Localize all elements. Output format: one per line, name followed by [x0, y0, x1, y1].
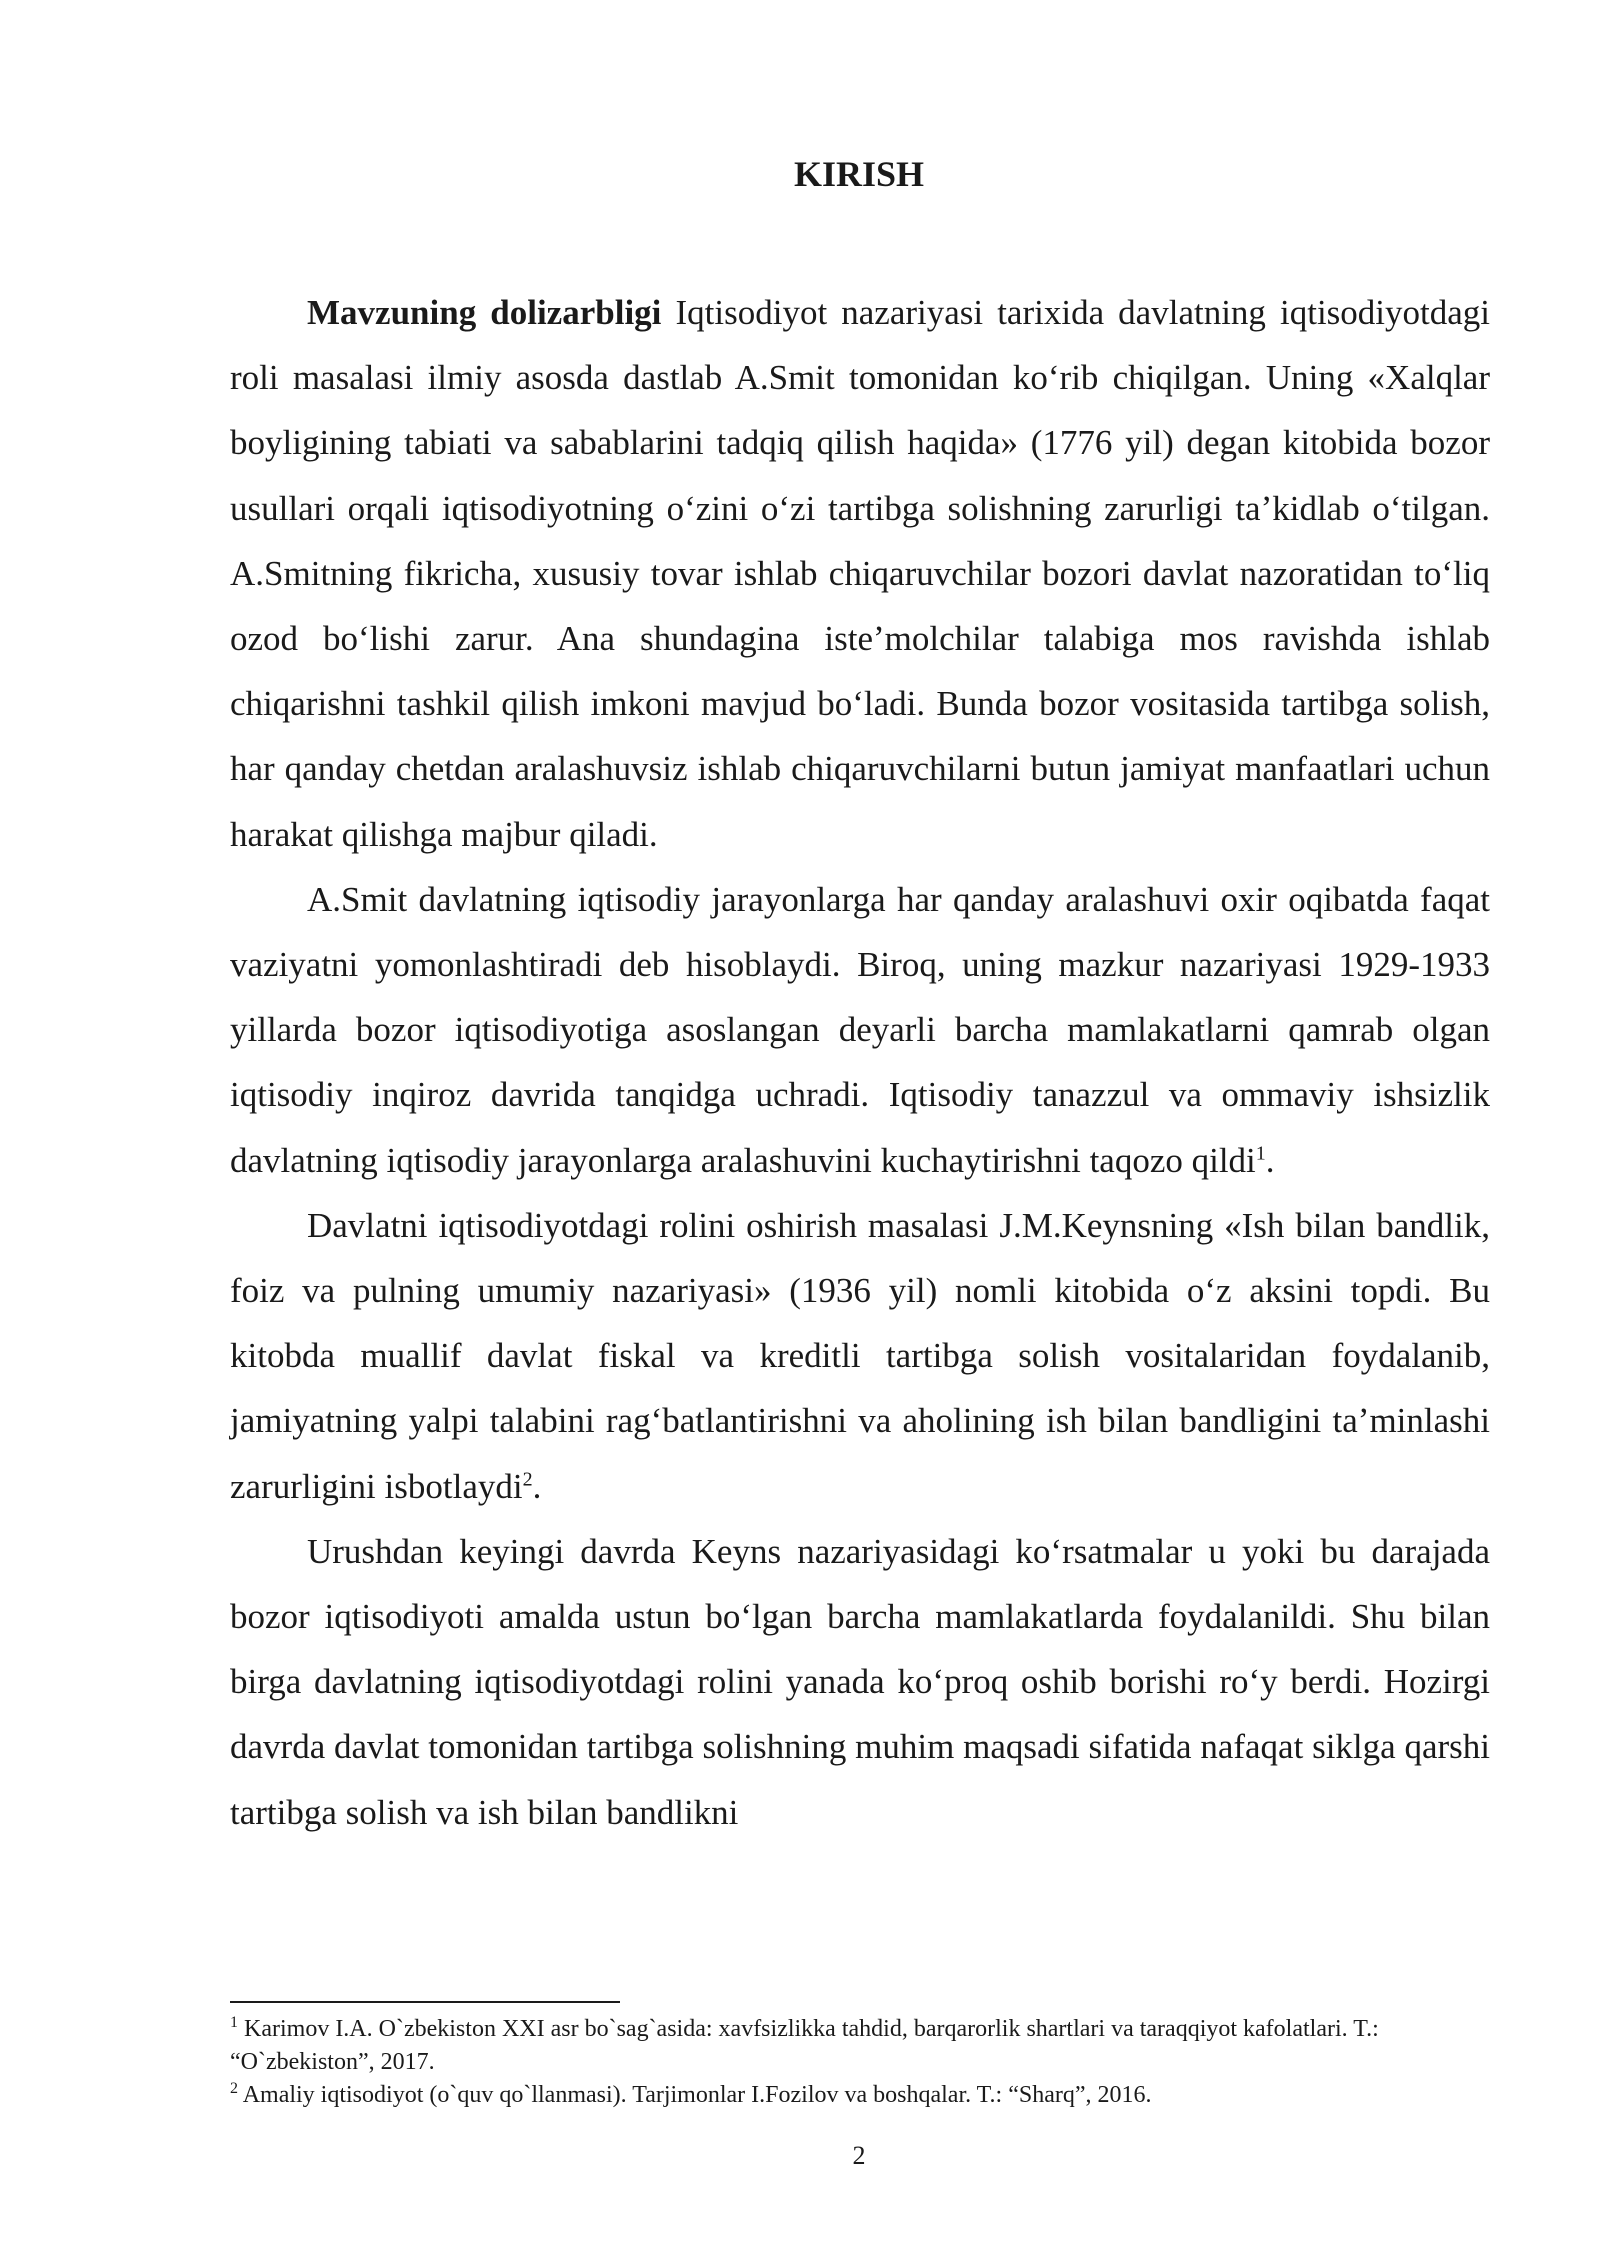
paragraph-1 [230, 280, 1490, 867]
paragraph-3 [230, 1193, 1490, 1519]
page-heading: KIRISH [793, 154, 925, 194]
page-number: 2 [852, 2141, 866, 2170]
paragraph-lead: Mavzuning dolizarbligi [307, 293, 662, 332]
paragraph-text: Davlatni iqtisodiyotdagi rolini oshirish masalasi J.M.Keynsning «Ish bilan bandlik, foiz va pulning umumiy nazariyasi» (1936 yil) nomli kitobida oʻz aksini topdi. Bu kitobda muallif davlat fiskal va kreditli tartibga solish vositalaridan foydalanib, jamiyatning yalpi talabini ragʻbatlantirishni va aholining ish bilan bandligini taʼminlashi zarurligini isbotlaydi [230, 1205, 1490, 1506]
paragraph-text: A.Smit davlatning iqtisodiy jarayonlarga har qanday aralashuvi oxir oqibatda faqat vaziyatni yomonlashtiradi deb hisoblaydi. Biroq, uning mazkur nazariyasi 1929-1933 yillarda bozor iqtisodiyotiga asoslangan deyarli barcha mamlakatlarni qamrab olgan iqtisodiy inqiroz davrida tanqidga uchradi. Iqtisodiy tanazzul va ommaviy ishsizlik davlatning iqtisodiy jarayonlarga aralashuvini kuchaytirishni taqozo qildi [230, 879, 1490, 1180]
paragraph-end: . [1265, 1140, 1275, 1180]
paragraph-4 [230, 1519, 1490, 1845]
footnote-ref[interactable]: 2 [522, 1468, 533, 1490]
footnote-text: Karimov I.A. O`zbekiston XXI asr bo`sag`asida: xavfsizlikka tahdid, barqarorlik shartlari va taraqqiyot kafolatlari. T.: “O`zbekiston”, 2017. [230, 2016, 1379, 2075]
footnote-number: 2 [230, 2080, 238, 2097]
footnote-text: Amaliy iqtisodiyot (o`quv qo`llanmasi). Tarjimonlar I.Fozilov va boshqalar. T.: “Sharq”, 2016. [242, 2082, 1152, 2108]
paragraph-text: Urushdan keyingi davrda Keyns nazariyasidagi koʻrsatmalar u yoki bu darajada bozor iqtisodiyoti amalda ustun boʻlgan barcha mamlakatlarda foydalanildi. Shu bilan birga davlatning iqtisodiyotdagi rolini yanada koʻproq oshib borishi roʻy berdi. Hozirgi davrda davlat tomonidan tartibga solishning muhim maqsadi sifatida nafaqat siklga qarshi tartibga solish va ish bilan bandlikni [230, 1531, 1490, 1832]
footnote-ref[interactable]: 1 [1255, 1141, 1266, 1164]
footnote-2 [230, 2079, 1500, 2112]
footnote-separator [230, 2001, 620, 2003]
footnote-1 [230, 2013, 1500, 2079]
paragraph-2 [230, 867, 1490, 1193]
footnote-number: 1 [230, 2014, 238, 2031]
paragraph-end: . [532, 1466, 542, 1506]
paragraph-text: Iqtisodiyot nazariyasi tarixida davlatning iqtisodiyotdagi roli masalasi ilmiy asosda dastlab A.Smit tomonidan koʻrib chiqilgan. Uning «Xalqlar boyligining tabiati va sabablarini tadqiq qilish haqida» (1776 yil) degan kitobida bozor usullari orqali iqtisodiyotning oʻzini oʻzi tartibga solishning zarurligi taʼkidlab oʻtilgan. A.Smitning fikricha, xususiy tovar ishlab chiqaruvchilar bozori davlat nazoratidan toʻliq ozod boʻlishi zarur. Ana shundagina isteʼmolchilar talabiga mos ravishda ishlab chiqarishni tashkil qilish imkoni mavjud boʻladi. Bunda bozor vositasida tartibga solish, har qanday chetdan aralashuvsiz ishlab chiqaruvchilarni butun jamiyat manfaatlari uchun harakat qilishga majbur qiladi. [230, 293, 1491, 854]
main-text [230, 280, 1490, 1845]
footnotes [230, 2013, 1500, 2112]
